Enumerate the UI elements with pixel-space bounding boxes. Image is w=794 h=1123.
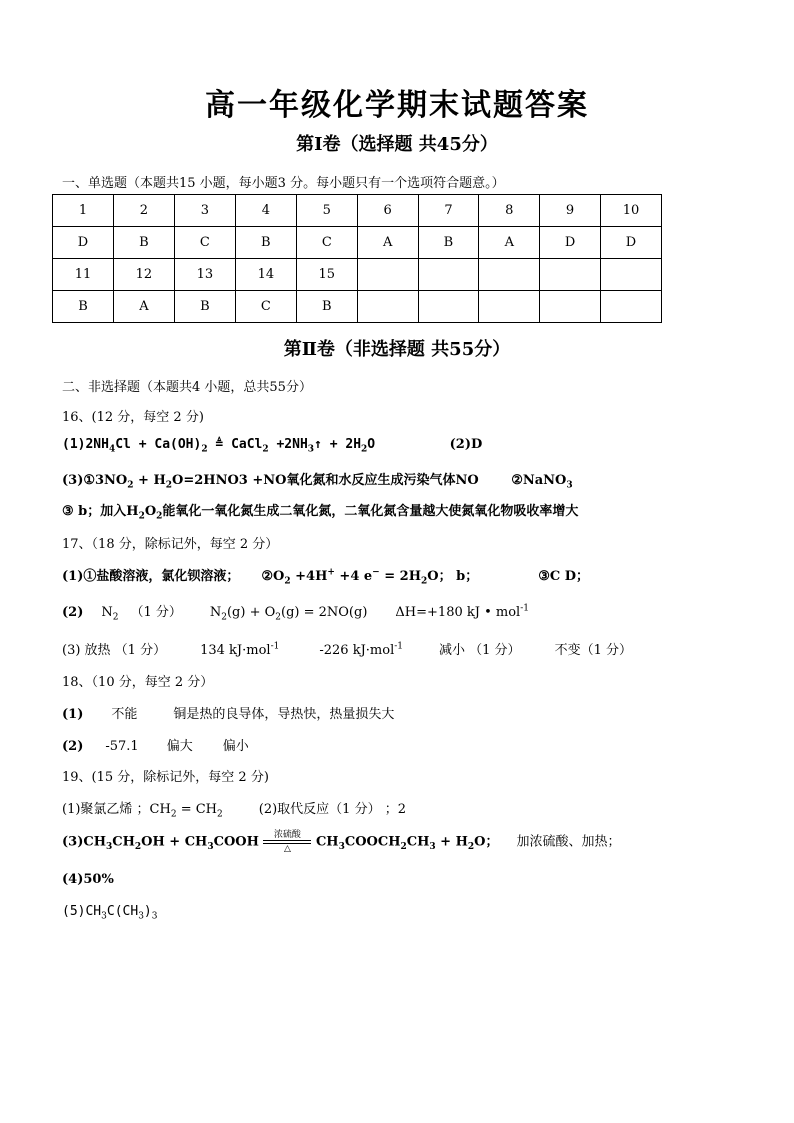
table-cell: [418, 259, 479, 291]
q17-line3: (3) 放热 （1 分） 134 kJ·mol$^{-1}$ -226 kJ·mol$^{-1}$ 减小 （1 分） 不变（1 分）: [62, 641, 632, 658]
table-cell: [540, 259, 601, 291]
table-cell: D: [600, 227, 661, 259]
table-cell: 9: [540, 195, 601, 227]
q16-heading: 16、(12 分，每空 2 分): [62, 410, 204, 425]
table-cell: [600, 291, 661, 323]
table-cell: B: [418, 227, 479, 259]
table-cell: B: [113, 227, 174, 259]
q19-line1: (1)聚氯乙烯 ；$CH_2 = CH_2$ (2)取代反应（1 分） ；2: [62, 802, 406, 820]
table-row: [53, 227, 662, 259]
q17-heading: 17、（18 分，除标记外，每空 2 分）: [62, 537, 279, 552]
table-cell: [418, 291, 479, 323]
answer-table: [52, 194, 662, 323]
table-cell: A: [357, 227, 418, 259]
table-cell: [357, 259, 418, 291]
table-cell: [479, 259, 540, 291]
table-cell: 8: [479, 195, 540, 227]
q16-line2: $(3)①3NO_2 + H_2O=2HNO3 +NO$氧化氮和水反应生成污染气体NO ②NaNO$_3$: [62, 473, 573, 491]
reversible-arrow: 浓硫酸 △: [263, 830, 311, 854]
table-cell: 12: [113, 259, 174, 291]
q17-line2: (2) $N_2$ （1 分） $N_2(g) + O_2(g) = 2NO(g)$ ΔH=+180 kJ • mol$^{-1}$: [62, 603, 529, 623]
table-cell: 6: [357, 195, 418, 227]
table-cell: [600, 259, 661, 291]
part2-instruction: 二、非选择题（本题共4 小题，总共55分）: [62, 380, 312, 395]
q18-line1: (1) 不能 铜是热的良导体，导热快，热量损失大: [62, 707, 395, 722]
table-cell: B: [235, 227, 296, 259]
table-cell: B: [174, 291, 235, 323]
table-cell: 14: [235, 259, 296, 291]
part1-instruction: 一、单选题（本题共15 小题，每小题3 分。每小题只有一个选项符合题意。）: [62, 176, 505, 191]
q18-heading: 18、（10 分，每空 2 分）: [62, 675, 214, 690]
table-cell: C: [296, 227, 357, 259]
q18-line2: (2) -57.1 偏大 偏小: [62, 739, 249, 754]
table-cell: B: [53, 291, 114, 323]
table-cell: D: [53, 227, 114, 259]
table-cell: 11: [53, 259, 114, 291]
table-cell: 10: [600, 195, 661, 227]
table-cell: 15: [296, 259, 357, 291]
table-cell: [540, 291, 601, 323]
table-cell: A: [479, 227, 540, 259]
q19-line3: (4)50%: [62, 872, 114, 887]
q16-line1: $(1)2NH_4Cl + Ca(OH)_2$ ≜ CaCl$_2$ $+2NH_3↑ + 2H_2O$ (2)D: [62, 437, 483, 455]
q17-line1: (1)①盐酸溶液，氯化钡溶液； $②O_2 +4H^+ +4$ $e^- = 2H_2O$； b； ③C D；: [62, 567, 590, 587]
table-cell: 3: [174, 195, 235, 227]
table-cell: C: [174, 227, 235, 259]
q19-line4: $(5)CH_3C(CH_3)_3$: [62, 904, 158, 922]
part1-heading: 第Ⅰ卷（选择题 共45分）: [296, 134, 498, 155]
table-cell: C: [235, 291, 296, 323]
table-cell: 13: [174, 259, 235, 291]
q19-line2: $(3)CH_3CH_2OH$ + $CH_3COOH$ 浓硫酸 △ $CH_3COOCH_2CH_3 + H_2O$； 加浓硫酸、加热；: [62, 830, 621, 854]
table-cell: D: [540, 227, 601, 259]
q19-heading: 19、(15 分，除标记外，每空 2 分): [62, 770, 269, 785]
part2-heading: 第Ⅱ卷（非选择题 共55分）: [283, 339, 511, 360]
table-cell: A: [113, 291, 174, 323]
q16-line3: ③ b；加入$H_2O_2$能氧化一氧化氮生成二氧化氮，二氧化氮含量越大使氮氧化物吸收率增大: [62, 504, 579, 522]
table-cell: 7: [418, 195, 479, 227]
table-cell: [357, 291, 418, 323]
table-cell: 2: [113, 195, 174, 227]
table-cell: 4: [235, 195, 296, 227]
table-cell: B: [296, 291, 357, 323]
document-title: 高一年级化学期末试题答案: [205, 88, 589, 123]
table-row: [53, 259, 662, 291]
table-row: [53, 195, 662, 227]
table-cell: [479, 291, 540, 323]
table-cell: 5: [296, 195, 357, 227]
table-cell: 1: [53, 195, 114, 227]
table-row: [53, 291, 662, 323]
